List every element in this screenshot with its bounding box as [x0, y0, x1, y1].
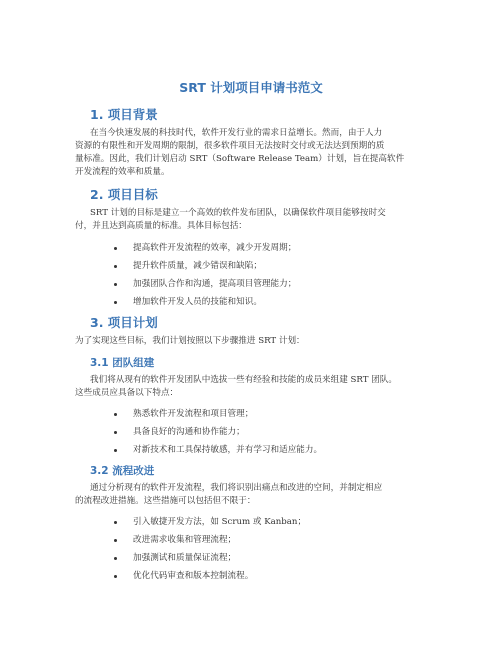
bullet-icon [114, 247, 117, 250]
document-page: SRT 计划项目申请书范文 1. 项目背景 在当今快速发展的科技时代，软件开发行业的需求日益增长。然而，由于人力 资源的有限性和开发周期的限制，很多软件项目无法按时交付或无法达到预期的质 量标准。因此，我们计划启动 SRT（Software Release Team）计划，旨在提高软件 开发流程的效率和质量。 2. 项目目标 SRT 计划的目标是建立一个高效的软件发布团队，以确保软件项目能够按时交 付，并且达到高质量的标准。具体目标包括： 提高软件开发流程的效率，减少开发周期； 提升软件质量，减少错误和缺陷； 加强团队合作和沟通，提高项目管理能力； 增加软件开发人员的技能和知识。 3. 项目计划 为了实现这些目标，我们计划按照以下步骤推进 SRT 计划： 3.1 团队组建 我们将从现有的软件开发团队中选拔一些有经验和技能的成员来组建 SRT 团队。 这些成员应具备以下特点： 熟悉软件开发流程和项目管理； 具备良好的沟通和协作能力； 对新技术和工具保持敏感，并有学习和适应能力。 3.2 流程改进 通过分析现有的软件开发流程，我们将识别出痛点和改进的空间，并制定相应 的流程改进措施。这些措施可以包括但不限于： 引入敏捷开发方法，如 Scrum 或 Kanban； 改进需求收集和管理流程； 加强测试和质量保证流程； 优化代码审查和版本控制流程。 [0, 0, 502, 649]
bullet-icon [114, 301, 117, 304]
paragraph-line: 我们将从现有的软件开发团队中选拔一些有经验和技能的成员来组建 SRT 团队。 [90, 375, 397, 385]
paragraph-line: 在当今快速发展的科技时代，软件开发行业的需求日益增长。然而，由于人力 [90, 128, 383, 138]
section-paragraph-plan [75, 335, 435, 348]
paragraph-line: 开发流程的效率和质量。 [75, 167, 170, 177]
paragraph-line: 这些成员应具备以下特点： [75, 388, 179, 398]
section-heading-background: 1. 项目背景 [90, 107, 158, 122]
paragraph-line: 的流程改进措施。这些措施可以包括但不限于： [75, 496, 256, 506]
section-heading-plan: 3. 项目计划 [90, 315, 158, 330]
subsection-heading-process: 3.2 流程改进 [90, 465, 155, 477]
document-title: SRT 计划项目申请书范文 [179, 80, 323, 95]
bullet-icon [114, 265, 117, 268]
bullet-icon [114, 575, 117, 578]
bullet-icon [114, 521, 117, 524]
bullet-icon [114, 283, 117, 286]
paragraph-line: 通过分析现有的软件开发流程，我们将识别出痛点和改进的空间，并制定相应 [90, 483, 383, 493]
section-heading-goals: 2. 项目目标 [90, 187, 158, 202]
bullet-icon [114, 449, 117, 452]
subsection-heading-team: 3.1 团队组建 [90, 357, 155, 369]
bullet-icon [114, 431, 117, 434]
bullet-icon [114, 413, 117, 416]
subsection-paragraph-process [75, 482, 435, 508]
section-paragraph-goals [75, 207, 435, 233]
paragraph-line: 为了实现这些目标，我们计划按照以下步骤推进 SRT 计划： [75, 336, 305, 346]
paragraph-line: 付，并且达到高质量的标准。具体目标包括： [75, 221, 247, 231]
paragraph-line: SRT 计划的目标是建立一个高效的软件发布团队，以确保软件项目能够按时交 [90, 208, 386, 218]
bullet-icon [114, 557, 117, 560]
section-paragraph-background [75, 127, 435, 179]
paragraph-line: 量标准。因此，我们计划启动 SRT（Software Release Team）计划，旨在提高软件 [75, 154, 405, 164]
bullet-icon [114, 539, 117, 542]
subsection-paragraph-team [75, 374, 435, 400]
paragraph-line: 资源的有限性和开发周期的限制，很多软件项目无法按时交付或无法达到预期的质 [75, 141, 385, 151]
